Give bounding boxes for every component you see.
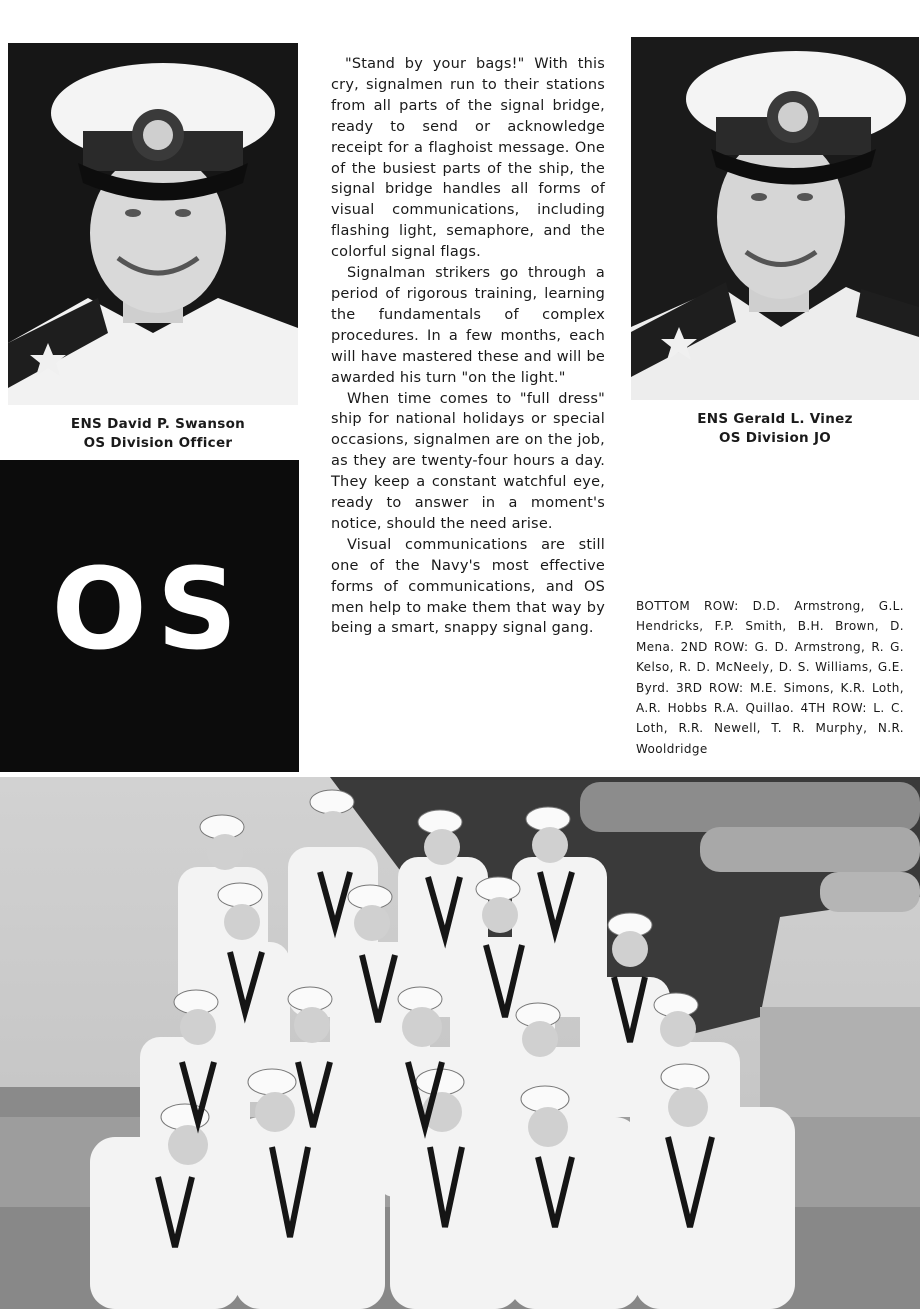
officer-name: ENS David P. Swanson — [70, 416, 246, 432]
portrait-vinez-photo — [631, 37, 919, 400]
body-paragraph: "Stand by your bags!" With this cry, signalmen run to their stations from all parts of the signal bridge, ready to send or acknowledge receipt for a flaghoist message. One of the busiest parts of the ship, the signal bridge handles all forms of visual communications, including flashing light, semaphore, and the colorful signal flags. — [331, 56, 605, 261]
body-paragraph: When time comes to "full dress" ship for national holidays or special occasions, signalmen are on the job, as they are twenty-four hours a day. They keep a constant watchful eye, ready to answer in a moment's notice, should the need arise. — [331, 390, 605, 532]
officer-caption-swanson — [8, 415, 308, 453]
portrait-swanson-photo — [8, 43, 298, 405]
group-photo — [0, 777, 920, 1309]
division-title: OS — [51, 545, 248, 675]
article-body — [331, 54, 605, 639]
officer-caption-vinez — [631, 410, 919, 448]
officer-title: OS Division JO — [718, 430, 832, 446]
group-photo-caption: BOTTOM ROW: D.D. Armstrong, G.L. Hendricks, F.P. Smith, B.H. Brown, D. Mena. 2ND ROW: G. D. Armstrong, R. G. Kelso, R. D. McNeely, D. S. Williams, G.E. Byrd. 3RD ROW: M.E. Simons, K.R. Loth, A.R. Hobbs R.A. Quillao. 4TH ROW: L. C. Loth, R.R. Newell, T. R. Murphy, N.R. Wooldridge — [636, 599, 904, 756]
division-title-block — [0, 460, 299, 772]
officer-title: OS Division Officer — [83, 435, 233, 451]
officer-name: ENS Gerald L. Vinez — [697, 411, 853, 427]
body-paragraph: Signalman strikers go through a period of rigorous training, learning the fundamentals of complex procedures. In a few months, each will have mastered these and will be awarded his turn "on the light." — [331, 265, 605, 386]
body-paragraph: Visual communications are still one of the Navy's most effective forms of communications, and OS men help to make them that way by being a smart, snappy signal gang. — [331, 536, 605, 637]
